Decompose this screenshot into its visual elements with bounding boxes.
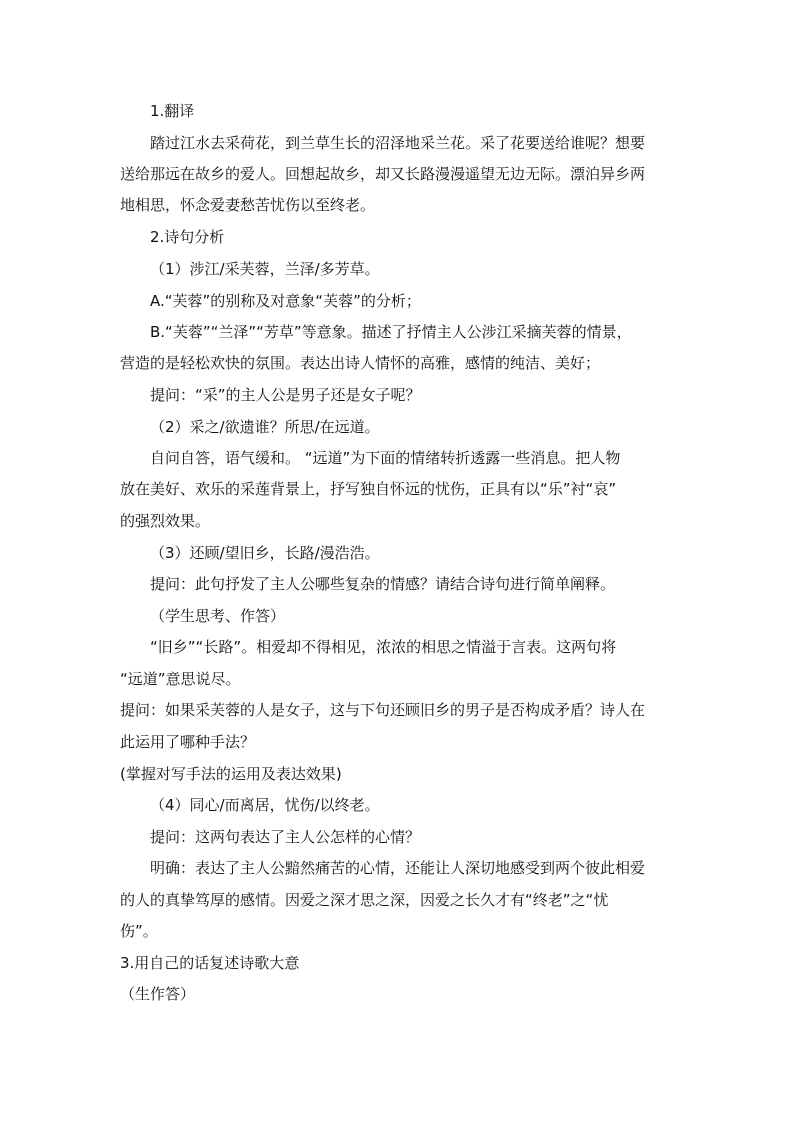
verse-line: （3）还顾/望旧乡，长路/漫浩浩。 <box>150 544 380 562</box>
question-line: 提问：这两句表达了主人公怎样的心情？ <box>150 828 421 846</box>
verse-line: （1）涉江/采芙蓉，兰泽/多芳草。 <box>150 260 380 278</box>
note-line: （学生思考、作答） <box>150 607 286 625</box>
paragraph-line: 的人的真挚笃厚的感情。因爱之深才思之深，因爱之长久才有“终老”之“忧 <box>120 891 609 909</box>
paragraph-line: 明确：表达了主人公黯然痛苦的心情，还能让人深切地感受到两个彼此相爱 <box>150 859 646 877</box>
paragraph-line: 放在美好、欢乐的采莲背景上，抒写独自怀远的忧伤，正具有以“乐”衬“哀” <box>120 480 617 498</box>
note-line: (掌握对写手法的运用及表达效果) <box>120 765 342 783</box>
paragraph-line: 伤”。 <box>120 922 158 940</box>
paragraph-line: 地相思，怀念爱妻愁苦忧伤以至终老。 <box>120 196 376 214</box>
question-line: 提问：此句抒发了主人公哪些复杂的情感？请结合诗句进行简单阐释。 <box>150 575 616 593</box>
question-line: 提问：如果采芙蓉的人是女子，这与下句还顾旧乡的男子是否构成矛盾？诗人在 <box>120 701 646 719</box>
verse-line: （4）同心/而离居，忧伤/以终老。 <box>150 796 380 814</box>
paragraph-line: “远道”意思说尽。 <box>120 670 241 688</box>
paragraph-line: 营造的是轻松欢快的氛围。表达出诗人情怀的高雅，感情的纯洁、美好； <box>120 354 601 372</box>
paragraph-line: 送给那远在故乡的爱人。回想起故乡，却又长路漫漫遥望无边无际。漂泊异乡两 <box>120 165 646 183</box>
verse-line: （2）采之/欲遗谁？所思/在远道。 <box>150 418 380 436</box>
question-line: 此运用了哪种手法？ <box>120 733 256 751</box>
paragraph-line: “旧乡”“长路”。相爱却不得相见，浓浓的相思之情溢于言表。这两句将 <box>150 638 617 656</box>
heading-retell: 3.用自己的话复述诗歌大意 <box>120 954 300 972</box>
heading-analysis: 2.诗句分析 <box>150 228 225 246</box>
paragraph-line: 自问自答，语气缓和。 “远道”为下面的情绪转折透露一些消息。把人物 <box>150 449 621 467</box>
question-line: 提问：“采”的主人公是男子还是女子呢？ <box>150 386 421 404</box>
heading-translation: 1.翻译 <box>150 102 195 120</box>
paragraph-line: 踏过江水去采荷花，到兰草生长的沼泽地采兰花。采了花要送给谁呢？想要 <box>150 134 646 152</box>
paragraph-line: 的强烈效果。 <box>120 512 211 530</box>
note-line: （生作答） <box>120 985 196 1003</box>
paragraph-line: A.“芙蓉”的别称及对意象“芙蓉”的分析； <box>150 292 421 310</box>
paragraph-line: B.“芙蓉”“兰泽”“芳草”等意象。描述了抒情主人公涉江采摘芙蓉的情景， <box>150 323 632 341</box>
